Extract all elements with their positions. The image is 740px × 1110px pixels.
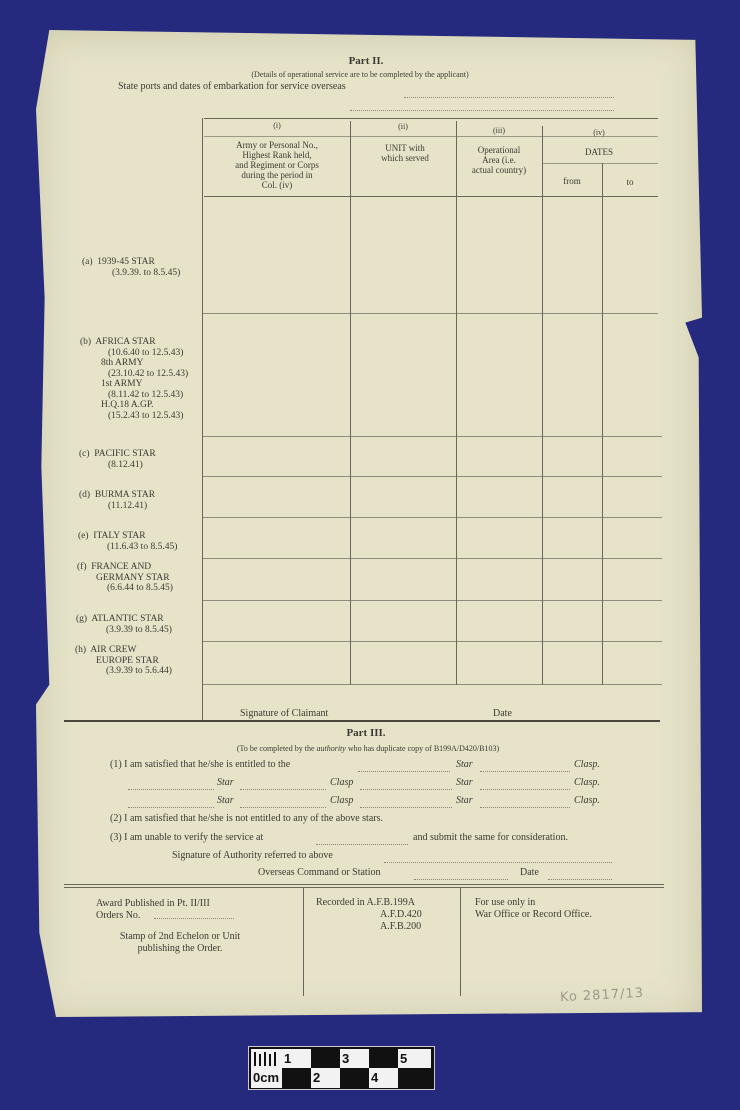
- clause3-line: [316, 844, 408, 845]
- ruler-label-2: 2: [311, 1068, 340, 1088]
- col3-num: (iii): [493, 126, 505, 135]
- row-rule-f: [202, 600, 662, 601]
- ruler-black-4: [340, 1068, 369, 1088]
- row2-star-b: Star: [456, 777, 473, 788]
- ruler-label-1: 1: [282, 1049, 311, 1069]
- ruler-label-5: 5: [398, 1049, 431, 1069]
- to-header: to: [626, 177, 634, 187]
- col4-num: (iv): [593, 128, 605, 137]
- header-bottom-rule: [204, 196, 658, 197]
- row3-clasp-b: Clasp.: [574, 795, 600, 806]
- row-rule-e: [202, 558, 662, 559]
- part-divider: [64, 720, 660, 722]
- row2-clasp-b: Clasp.: [574, 777, 600, 788]
- ports-line-2: [350, 110, 614, 111]
- row-rule-c: [202, 476, 662, 477]
- clause3-text-b: and submit the same for consideration.: [413, 832, 568, 843]
- ruler-label-0cm: 0cm: [251, 1068, 282, 1088]
- overseas-label: Overseas Command or Station: [258, 867, 381, 878]
- row-rule-a: [202, 313, 658, 314]
- clause1-clasp-line-1: [480, 771, 570, 772]
- ruler-black-5: [398, 1068, 431, 1088]
- ruler-black-3: [282, 1068, 311, 1088]
- header-num-rule: [204, 136, 658, 137]
- col-divider-4: [542, 126, 543, 685]
- row3-star-b: Star: [456, 795, 473, 806]
- table-left-border: [202, 118, 203, 720]
- stamp-text: Stamp of 2nd Echelon or Unit publishing the Order.: [119, 931, 241, 954]
- clause1-clasp-1: Clasp.: [574, 759, 600, 770]
- clause1-star-1: Star: [456, 759, 473, 770]
- orders-no-line: [154, 918, 234, 919]
- overseas-line: [414, 879, 508, 880]
- row2-clasp-a: Clasp: [330, 777, 354, 788]
- ruler-black-2: [369, 1049, 398, 1069]
- dates-header: DATES: [584, 147, 614, 157]
- ports-label: State ports and dates of embarkation for service overseas: [118, 81, 346, 92]
- col2-header: UNIT with which served: [381, 143, 429, 163]
- clause2-text: (2) I am satisfied that he/she is not entitled to any of the above stars.: [110, 813, 383, 824]
- star-row-b: (b) AFRICA STAR (10.6.40 to 12.5.43) 8th ARMY (23.10.42 to 12.5.43) 1st ARMY (8.11.42 to 12.5.43) H.Q.18 A.GP. (15.2.43 to 12.5.43): [80, 337, 189, 421]
- star-row-c: (c) PACIFIC STAR (8.12.41): [79, 449, 156, 470]
- row-rule-h: [202, 684, 662, 685]
- part3-note: (To be completed by the authority who has duplicate copy of B199A/D420/B103): [236, 744, 500, 753]
- clause1-star-line-1: [358, 771, 450, 772]
- star-row-g: (g) ATLANTIC STAR (3.9.39 to 8.5.45): [76, 614, 172, 635]
- star-row-h: (h) AIR CREW EUROPE STAR (3.9.39 to 5.6.44): [75, 645, 172, 676]
- star-row-a: (a) 1939-45 STAR (3.9.39. to 8.5.45): [82, 257, 181, 278]
- dates-rule: [542, 163, 658, 164]
- part2-title: Part II.: [348, 55, 384, 67]
- col1-num: (i): [273, 121, 281, 130]
- table-top-border: [204, 118, 658, 119]
- footer-rule-2: [64, 887, 664, 888]
- scale-ruler: [248, 1046, 435, 1090]
- authority-signature-label: Signature of Authority referred to above: [172, 850, 333, 861]
- ruler-tick-strip: [251, 1049, 282, 1069]
- star-row-e: (e) ITALY STAR (11.6.43 to 8.5.45): [78, 531, 178, 552]
- ruler-label-4: 4: [369, 1068, 398, 1088]
- col1-header: Army or Personal No., Highest Rank held, and Regiment or Corps during the period in Col. (iv): [235, 140, 319, 190]
- row3-line-c: [360, 807, 452, 808]
- recorded-in: Recorded in A.F.B.199A A.F.D.420 A.F.B.200: [316, 897, 422, 932]
- row3-line-a: [128, 807, 214, 808]
- handwritten-reference: Ko 2817/13: [559, 985, 645, 1006]
- row2-line-c: [360, 789, 452, 790]
- row2-line-b: [240, 789, 326, 790]
- row-rule-b: [202, 436, 662, 437]
- col3-header: Operational Area (i.e. actual country): [471, 145, 527, 175]
- row2-line-d: [480, 789, 570, 790]
- row3-line-b: [240, 807, 326, 808]
- part2-note: (Details of operational service are to be completed by the applicant): [251, 70, 469, 79]
- clause1-text: (1) I am satisfied that he/she is entitled to the: [110, 759, 291, 770]
- row3-star-a: Star: [217, 795, 234, 806]
- authority-signature-line: [384, 862, 612, 863]
- clause3-text-a: (3) I am unable to verify the service at: [110, 832, 264, 843]
- row2-star-a: Star: [217, 777, 234, 788]
- col2-num: (ii): [398, 122, 408, 131]
- row-rule-g: [202, 641, 662, 642]
- row3-line-d: [480, 807, 570, 808]
- part3-date-line: [548, 879, 612, 880]
- signature-claimant-label: Signature of Claimant: [240, 708, 329, 719]
- footer-divider-2: [460, 888, 461, 996]
- row2-line-a: [128, 789, 214, 790]
- ruler-black-1: [311, 1049, 340, 1069]
- star-row-d: (d) BURMA STAR (11.12.41): [79, 490, 156, 511]
- row3-clasp-a: Clasp: [330, 795, 354, 806]
- part3-date-label: Date: [520, 867, 539, 878]
- col-divider-5: [602, 163, 603, 685]
- ports-line-1: [404, 97, 614, 98]
- row-rule-d: [202, 517, 662, 518]
- part3-title: Part III.: [346, 727, 386, 739]
- award-published: Award Published in Pt. II/III Orders No.: [96, 898, 210, 921]
- war-office-use: For use only in War Office or Record Office.: [475, 897, 592, 920]
- claimant-date-label: Date: [493, 708, 512, 719]
- ruler-label-3: 3: [340, 1049, 369, 1069]
- footer-divider-1: [303, 888, 304, 996]
- from-header: from: [563, 176, 581, 186]
- footer-rule-1: [64, 884, 664, 885]
- star-row-f: (f) FRANCE AND GERMANY STAR (6.6.44 to 8.5.45): [77, 562, 173, 593]
